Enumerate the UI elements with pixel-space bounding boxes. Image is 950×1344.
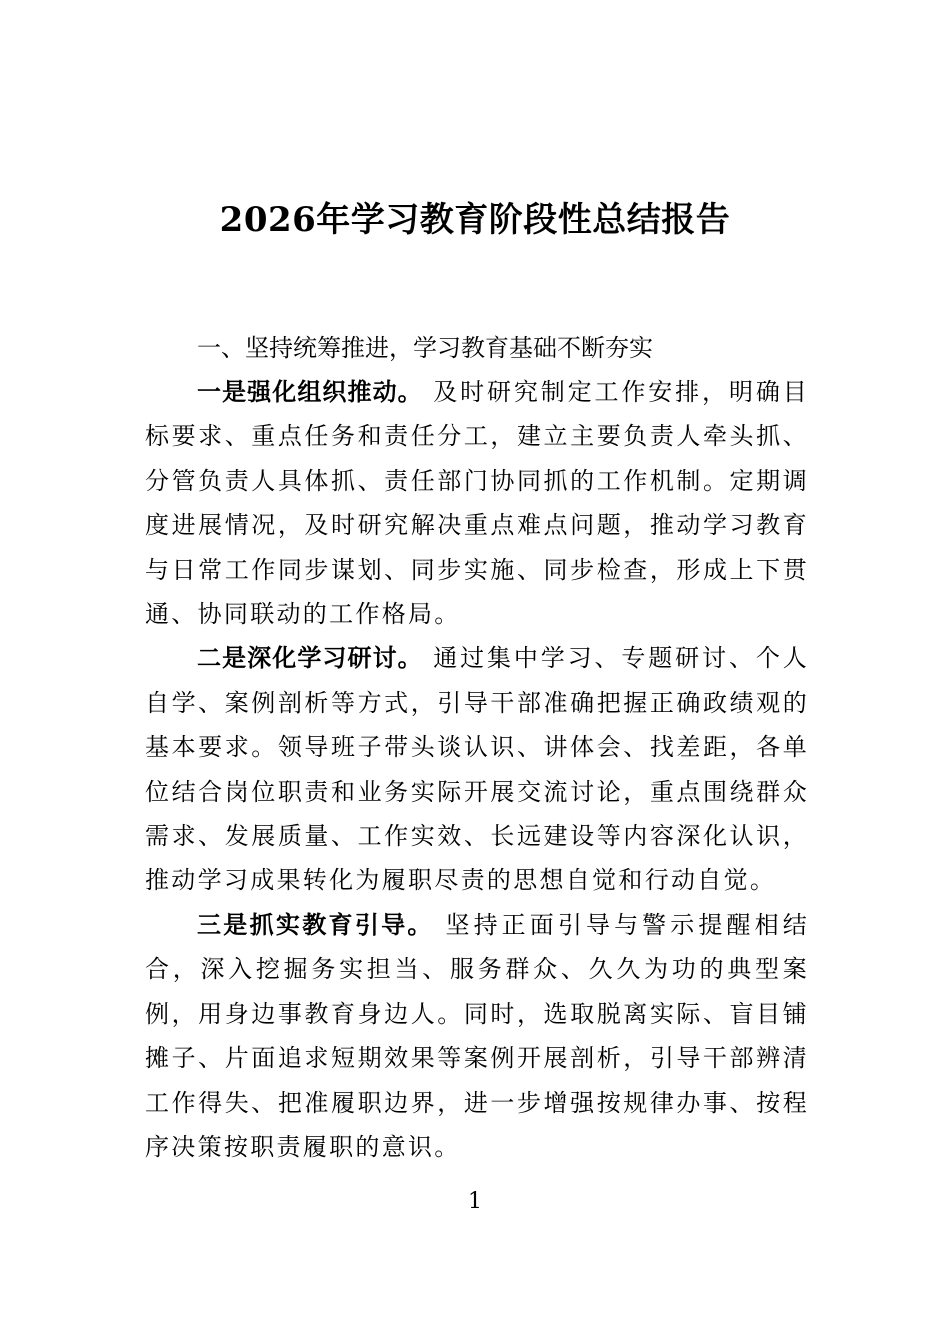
paragraph-text: 通过集中学习、专题研讨、个人自学、案例剖析等方式，引导干部准确把握正确政绩观的基本要求。领导班子带头谈认识、讲体会、找差距，各单位结合岗位职责和业务实际开展交流讨论，重点围绕群众需求、发展质量、工作实效、长远建设等内容深化认识，推动学习成果转化为履职尽责的思想自觉和行动自觉。 (145, 644, 809, 895)
paragraph-study (145, 636, 809, 902)
paragraph-lead: 一是强化组织推动。 (197, 378, 423, 406)
paragraph-text: 及时研究制定工作安排，明确目标要求、重点任务和责任分工，建立主要负责人牵头抓、分管负责人具体抓、责任部门协同抓的工作机制。定期调度进展情况，及时研究解决重点难点问题，推动学习教育与日常工作同步谋划、同步实施、同步检查，形成上下贯通、协同联动的工作格局。 (145, 378, 809, 629)
document-title: 2026年学习教育阶段性总结报告 (219, 200, 731, 240)
paragraph-lead: 二是深化学习研讨。 (197, 644, 423, 673)
page-number: 1 (468, 1189, 482, 1214)
paragraph-text: 坚持正面引导与警示提醒相结合，深入挖掘务实担当、服务群众、久久为功的典型案例，用身边事教育身边人。同时，选取脱离实际、盲目铺摊子、片面追求短期效果等案例开展剖析，引导干部辨清工作得失、把准履职边界，进一步增强按规律办事、按程序决策按职责履职的意识。 (145, 910, 809, 1161)
section-heading: 一、坚持统筹推进，学习教育基础不断夯实 (197, 334, 653, 362)
document-body (145, 326, 809, 1169)
paragraph-education (145, 903, 809, 1169)
paragraph-lead: 三是抓实教育引导。 (197, 910, 434, 939)
paragraph-organization (145, 370, 809, 636)
